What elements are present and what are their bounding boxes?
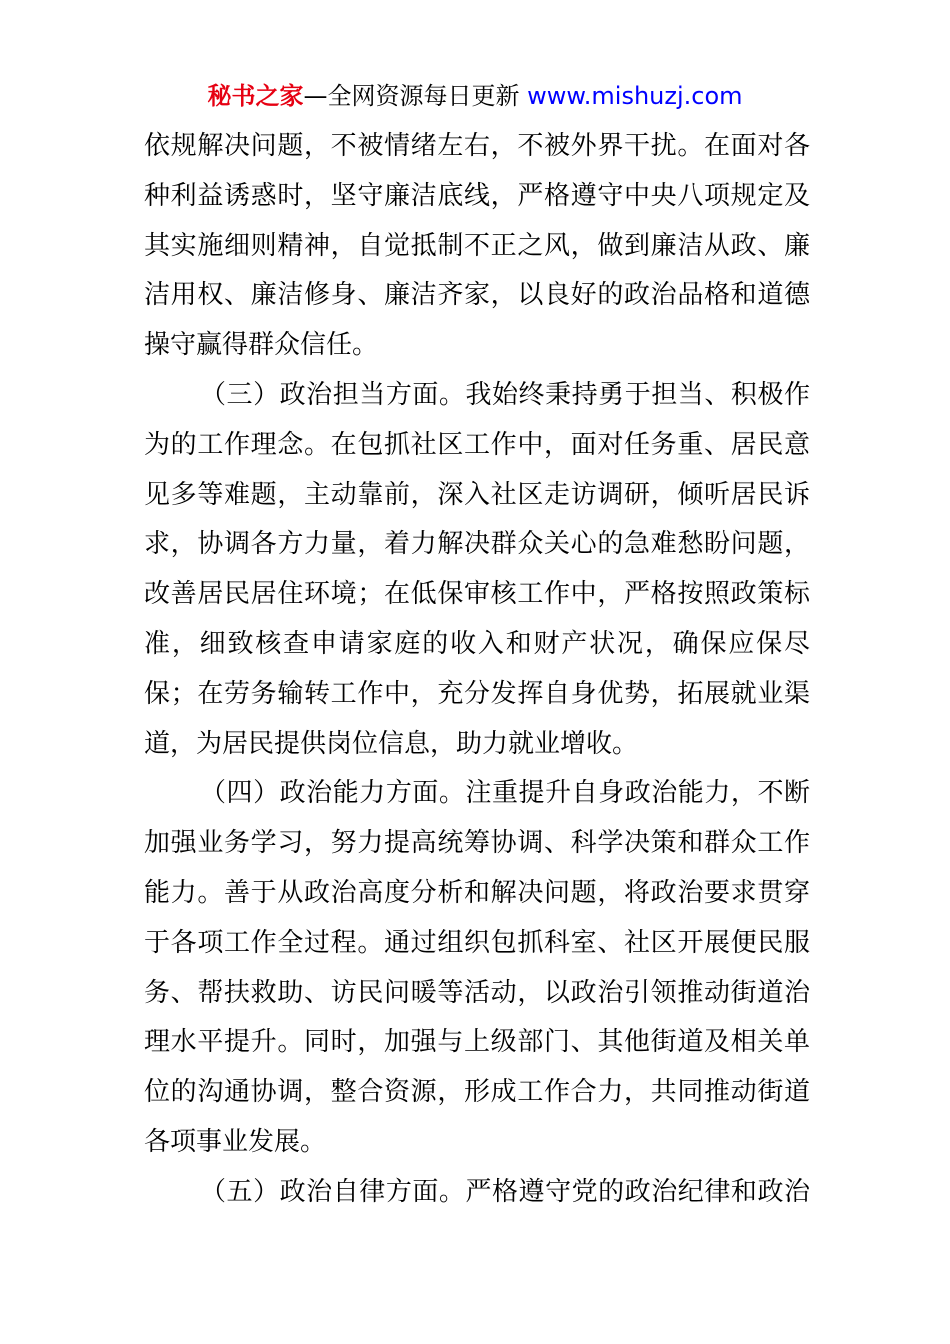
header-brand: 秘书之家 (207, 82, 304, 110)
text-line: 加强业务学习，努力提高统筹协调、科学决策和群众工作 (144, 828, 810, 859)
section-heading-line: （三）政治担当方面。我始终秉持勇于担当、积极作 (200, 379, 810, 410)
text-line: 其实施细则精神，自觉抵制不正之风，做到廉洁从政、廉 (144, 230, 810, 261)
text-line: 各项事业发展。 (144, 1126, 327, 1157)
text-line: 道，为居民提供岗位信息，助力就业增收。 (144, 728, 639, 759)
text-line: 理水平提升。同时，加强与上级部门、其他街道及相关单 (144, 1027, 810, 1058)
header-site-url[interactable]: www.mishuzj.com (527, 82, 743, 110)
header-tagline: —全网资源每日更新 (303, 82, 528, 110)
text-line: 求，协调各方力量，着力解决群众关心的急难愁盼问题， (144, 529, 810, 560)
text-line: 洁用权、廉洁修身、廉洁齐家，以良好的政治品格和道德 (144, 280, 810, 311)
section-heading-line: （四）政治能力方面。注重提升自身政治能力，不断 (200, 778, 810, 809)
text-line: 准，细致核查申请家庭的收入和财产状况，确保应保尽 (144, 628, 810, 659)
text-line: 位的沟通协调，整合资源，形成工作合力，共同推动街道 (144, 1077, 810, 1108)
text-line: 改善居民居住环境；在低保审核工作中，严格按照政策标 (144, 579, 810, 610)
text-line: 于各项工作全过程。通过组织包抓科室、社区开展便民服 (144, 927, 810, 958)
text-line: 见多等难题，主动靠前，深入社区走访调研，倾听居民诉 (144, 479, 810, 510)
text-line: 保；在劳务输转工作中，充分发挥自身优势，拓展就业渠 (144, 678, 810, 709)
text-line: 能力。善于从政治高度分析和解决问题，将政治要求贯穿 (144, 877, 810, 908)
text-line: 依规解决问题，不被情绪左右，不被外界干扰。在面对各 (144, 131, 810, 161)
text-line: 种利益诱惑时，坚守廉洁底线，严格遵守中央八项规定及 (144, 180, 810, 211)
text-line: 为的工作理念。在包抓社区工作中，面对任务重、居民意 (144, 429, 810, 460)
text-line: 务、帮扶救助、访民问暖等活动，以政治引领推动街道治 (144, 977, 810, 1008)
text-line: 操守赢得群众信任。 (144, 330, 379, 361)
section-heading-line: （五）政治自律方面。严格遵守党的政治纪律和政治 (200, 1176, 810, 1207)
page-header (0, 80, 950, 112)
document-body (144, 122, 810, 1218)
